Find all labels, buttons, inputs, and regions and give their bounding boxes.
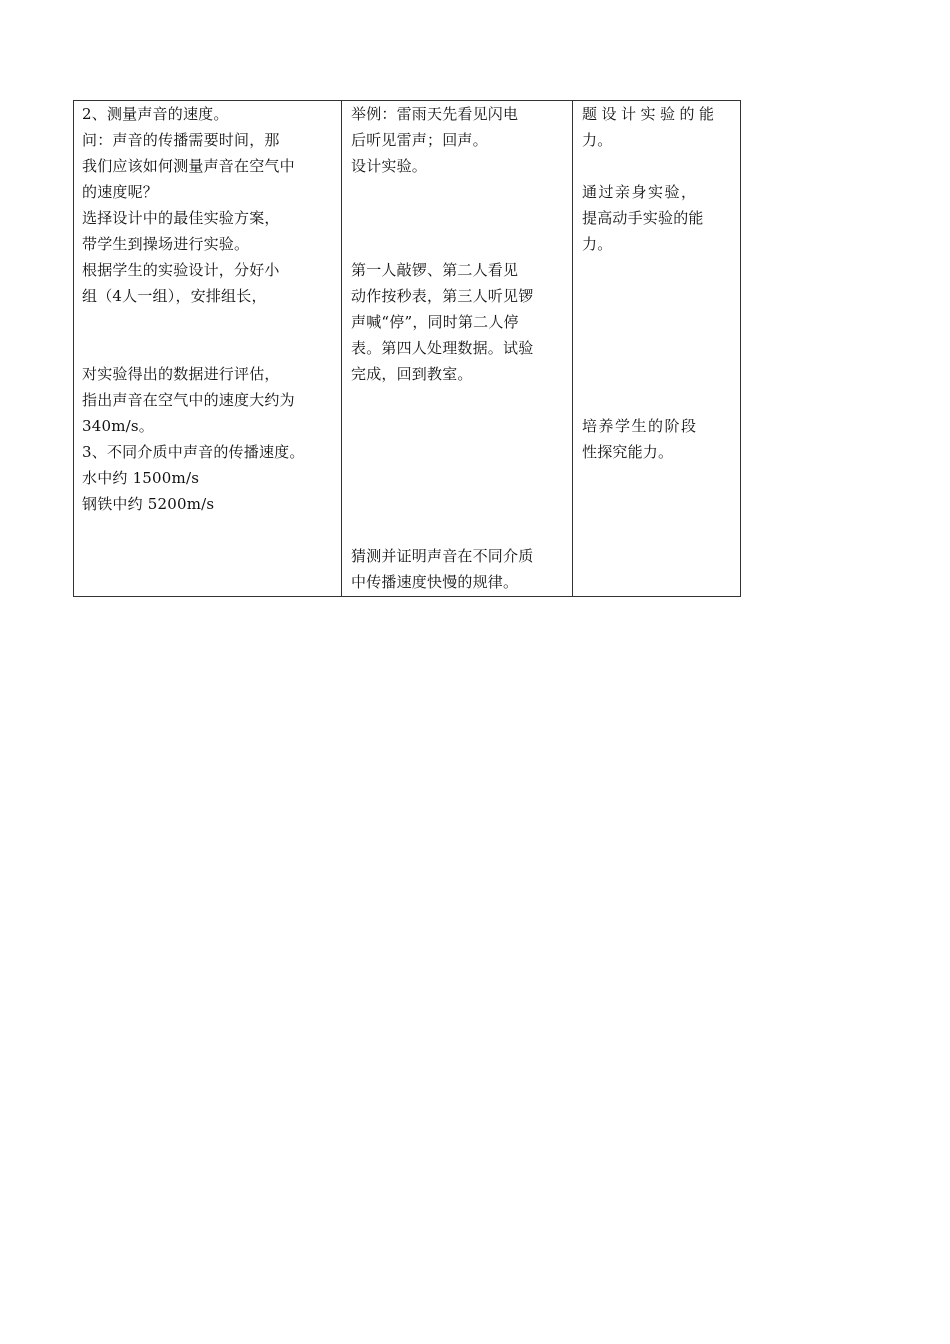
text-line: 中传播速度快慢的规律。 xyxy=(351,573,519,591)
text-line: 2、测量声音的速度。 xyxy=(82,105,229,123)
design-intent-cell xyxy=(573,101,741,597)
text-line: 设计实验。 xyxy=(351,157,428,175)
text-line: 根据学生的实验设计，分好小 xyxy=(82,261,280,279)
text-line: 完成，回到教室。 xyxy=(351,365,473,383)
text-line: 组（4人一组），安排组长， xyxy=(82,287,267,305)
text-line: 力。 xyxy=(582,131,613,149)
text-line: 题设计实验的能 xyxy=(582,105,719,123)
text-line: 力。 xyxy=(582,235,613,253)
text-line: 问：声音的传播需要时间，那 xyxy=(82,131,280,149)
text-line: 的速度呢？ xyxy=(82,183,159,201)
text-line: 第一人敲锣、第二人看见 xyxy=(351,261,519,279)
text-line: 指出声音在空气中的速度大约为 xyxy=(82,391,295,409)
table-row xyxy=(74,101,741,597)
text-line: 水中约 1500m/s xyxy=(82,469,200,487)
text-line: 选择设计中的最佳实验方案， xyxy=(82,209,280,227)
text-line: 表。第四人处理数据。试验 xyxy=(351,339,534,357)
text-line: 340m/s。 xyxy=(82,417,155,435)
text-line: 性探究能力。 xyxy=(582,443,674,461)
text-line: 猜测并证明声音在不同介质 xyxy=(351,547,534,565)
text-line: 后听见雷声；回声。 xyxy=(351,131,488,149)
student-activity-cell xyxy=(342,101,573,597)
text-line: 3、不同介质中声音的传播速度。 xyxy=(82,443,305,461)
text-line: 提高动手实验的能 xyxy=(582,209,704,227)
text-line: 我们应该如何测量声音在空气中 xyxy=(82,157,295,175)
text-line: 钢铁中约 5200m/s xyxy=(82,495,215,513)
text-line: 对实验得出的数据进行评估， xyxy=(82,365,280,383)
text-line: 声喊“停”，同时第二人停 xyxy=(351,313,519,331)
text-line: 动作按秒表，第三人听见锣 xyxy=(351,287,534,305)
lesson-plan-table xyxy=(73,100,741,597)
text-line: 带学生到操场进行实验。 xyxy=(82,235,250,253)
teacher-activity-cell xyxy=(74,101,342,597)
text-line: 培养学生的阶段 xyxy=(582,417,698,435)
text-line: 通过亲身实验， xyxy=(582,183,698,201)
text-line: 举例：雷雨天先看见闪电 xyxy=(351,105,519,123)
